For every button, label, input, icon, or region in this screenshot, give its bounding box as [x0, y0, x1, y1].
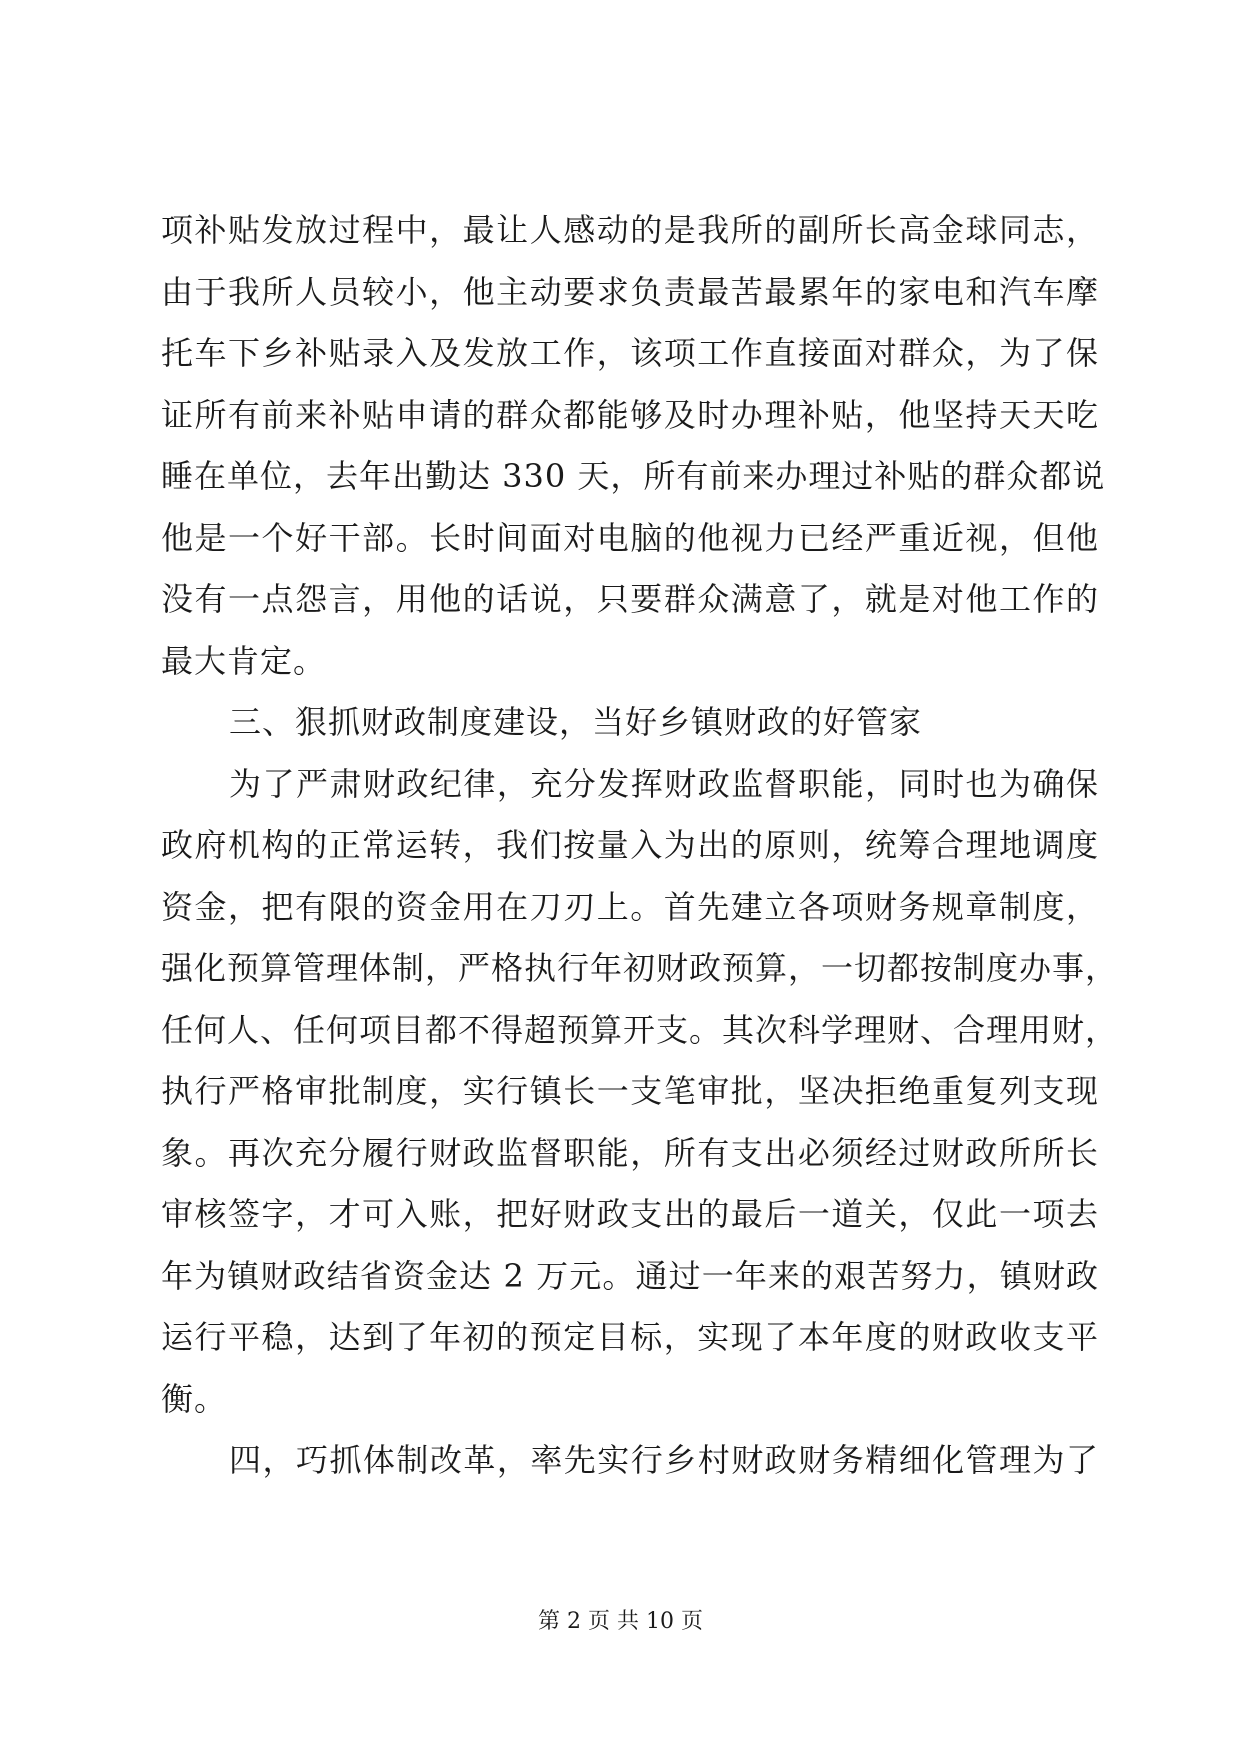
- page-footer: 第 2 页 共 10 页: [538, 1609, 703, 1634]
- text-line: 任何人、任何项目都不得超预算开支。其次科学理财、合理用财，: [161, 1010, 1119, 1049]
- text-line: 项补贴发放过程中，最让人感动的是我所的副所长高金球同志，: [161, 211, 1099, 249]
- text-line: 审核签字，才可入账，把好财政支出的最后一道关，仅此一项去: [161, 1195, 1099, 1233]
- text-line: 睡在单位，去年出勤达 330 天，所有前来办理过补贴的群众都说: [161, 457, 1106, 495]
- text-line: 三、狠抓财政制度建设，当好乡镇财政的好管家: [229, 703, 923, 741]
- document-body: [161, 200, 1119, 1492]
- text-line: 衡。: [161, 1379, 228, 1418]
- text-line: 运行平稳，达到了年初的预定目标，实现了本年度的财政收支平: [161, 1318, 1099, 1356]
- text-line: 资金，把有限的资金用在刀刃上。首先建立各项财务规章制度，: [161, 887, 1099, 926]
- text-line: 执行严格审批制度，实行镇长一支笔审批，坚决拒绝重复列支现: [161, 1072, 1099, 1110]
- text-line: 象。再次充分履行财政监督职能，所有支出必须经过财政所所长: [161, 1133, 1099, 1172]
- text-line: 为了严肃财政纪律，充分发挥财政监督职能，同时也为确保: [229, 764, 1099, 803]
- text-line: 最大肯定。: [161, 641, 327, 680]
- text-line: 他是一个好干部。长时间面对电脑的他视力已经严重近视，但他: [161, 518, 1099, 557]
- text-line: 年为镇财政结省资金达 2 万元。通过一年来的艰苦努力，镇财政: [161, 1256, 1099, 1295]
- text-line: 证所有前来补贴申请的群众都能够及时办理补贴，他坚持天天吃: [161, 395, 1099, 434]
- text-line: 强化预算管理体制，严格执行年初财政预算，一切都按制度办事，: [161, 949, 1119, 987]
- text-line: 四，巧抓体制改革，率先实行乡村财政财务精细化管理为了: [229, 1441, 1099, 1479]
- text-line: 由于我所人员较小，他主动要求负责最苦最累年的家电和汽车摩: [161, 272, 1099, 311]
- text-line: 托车下乡补贴录入及发放工作，该项工作直接面对群众，为了保: [161, 334, 1099, 372]
- text-line: 没有一点怨言，用他的话说，只要群众满意了，就是对他工作的: [161, 580, 1099, 618]
- text-line: 政府机构的正常运转，我们按量入为出的原则，统筹合理地调度: [161, 826, 1099, 864]
